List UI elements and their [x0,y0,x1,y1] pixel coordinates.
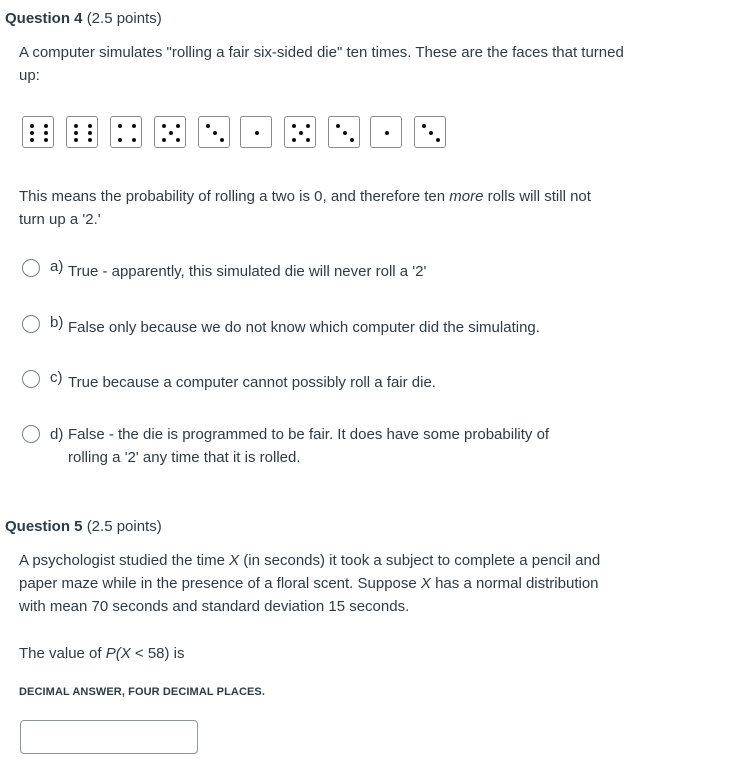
option-c-radio[interactable] [22,370,40,388]
die-face-four [110,116,142,148]
die-face-five [284,116,316,148]
die-pip [30,138,34,142]
die-pip [118,138,122,142]
question-5-points: (2.5 points) [86,518,162,535]
die-pip [88,138,92,142]
die-pip [436,138,440,142]
die-pip [292,124,296,128]
die-pip [206,124,210,128]
question-5-header [5,518,162,535]
option-b-radio[interactable] [22,315,40,333]
die-pip [306,124,310,128]
die-pip [118,124,122,128]
die-pip [74,131,78,135]
die-pip [176,138,180,142]
die-pip [336,124,340,128]
option-d-text: False - the die is programmed to be fair. It does have some probability of rolling a '2' any time that it is rolled. [68,426,550,466]
die-pip [88,124,92,128]
answer-instruction: DECIMAL ANSWER, FOUR DECIMAL PLACES. [19,686,266,698]
die-pip [30,131,34,135]
die-pip [213,131,217,135]
die-face-five [154,116,186,148]
die-face-one [370,116,402,148]
question-4-points: (2.5 points) [86,10,162,27]
die-pip [169,131,173,135]
die-face-three [198,116,230,148]
die-pip [132,124,136,128]
variable-x: X [229,552,240,569]
die-pip [343,131,347,135]
die-pip [422,124,426,128]
die-pip [44,124,48,128]
die-pip [385,131,389,135]
question-4-header [5,10,162,27]
die-pip [292,138,296,142]
option-a-radio[interactable] [22,259,40,277]
prompt-part-2: (in seconds) it took a subject to complete a pencil and paper maze while in the presence of a floral scent. Suppose [19,552,601,592]
die-pip [74,124,78,128]
statement-emphasis: more [449,188,484,205]
die-pip [350,138,354,142]
option-a-text: True - apparently, this simulated die will never roll a '2' [68,263,427,280]
option-c-label: c) [50,369,63,386]
option-b-text: False only because we do not know which computer did the simulating. [68,319,540,336]
die-pip [44,131,48,135]
option-b-label: b) [50,314,64,331]
die-pip [299,131,303,135]
die-pip [429,131,433,135]
die-pip [162,138,166,142]
value-text-end: < 58) is [130,645,185,662]
question-4-statement [19,185,619,231]
die-pip [74,138,78,142]
statement-text-end: rolls will still not turn up a '2.' [19,188,591,228]
die-pip [30,124,34,128]
statement-text: This means the probability of rolling a two is 0, and therefore ten [19,188,450,205]
question-4-prompt: A computer simulates "rolling a fair six-sided die" ten times. These are the faces that turned up: [19,44,624,84]
die-face-three [328,116,360,148]
question-5-prompt [19,549,619,618]
die-pip [132,138,136,142]
die-pip [88,131,92,135]
question-5-title: Question 5 [5,518,83,535]
prompt-part-1: A psychologist studied the time [19,552,230,569]
die-face-six [22,116,54,148]
question-5-value-prompt [19,642,629,665]
option-c-text: True because a computer cannot possibly roll a fair die. [68,374,436,391]
probability-expression: P(X [105,645,131,662]
option-a-label: a) [50,258,64,275]
option-d-label: d) [50,426,64,443]
die-face-one [240,116,272,148]
answer-input[interactable] [20,720,198,754]
die-pip [44,138,48,142]
prompt-part-3: has a normal distribution with mean 70 seconds and standard deviation 15 seconds. [19,575,599,615]
die-pip [176,124,180,128]
value-text: The value of [19,645,106,662]
die-pip [306,138,310,142]
die-face-three [414,116,446,148]
variable-x: X [420,575,431,592]
dice-faces-row [22,116,452,150]
option-d-radio[interactable] [22,425,40,443]
die-pip [255,131,259,135]
die-face-six [66,116,98,148]
die-pip [162,124,166,128]
die-pip [220,138,224,142]
question-4-title: Question 4 [5,10,83,27]
